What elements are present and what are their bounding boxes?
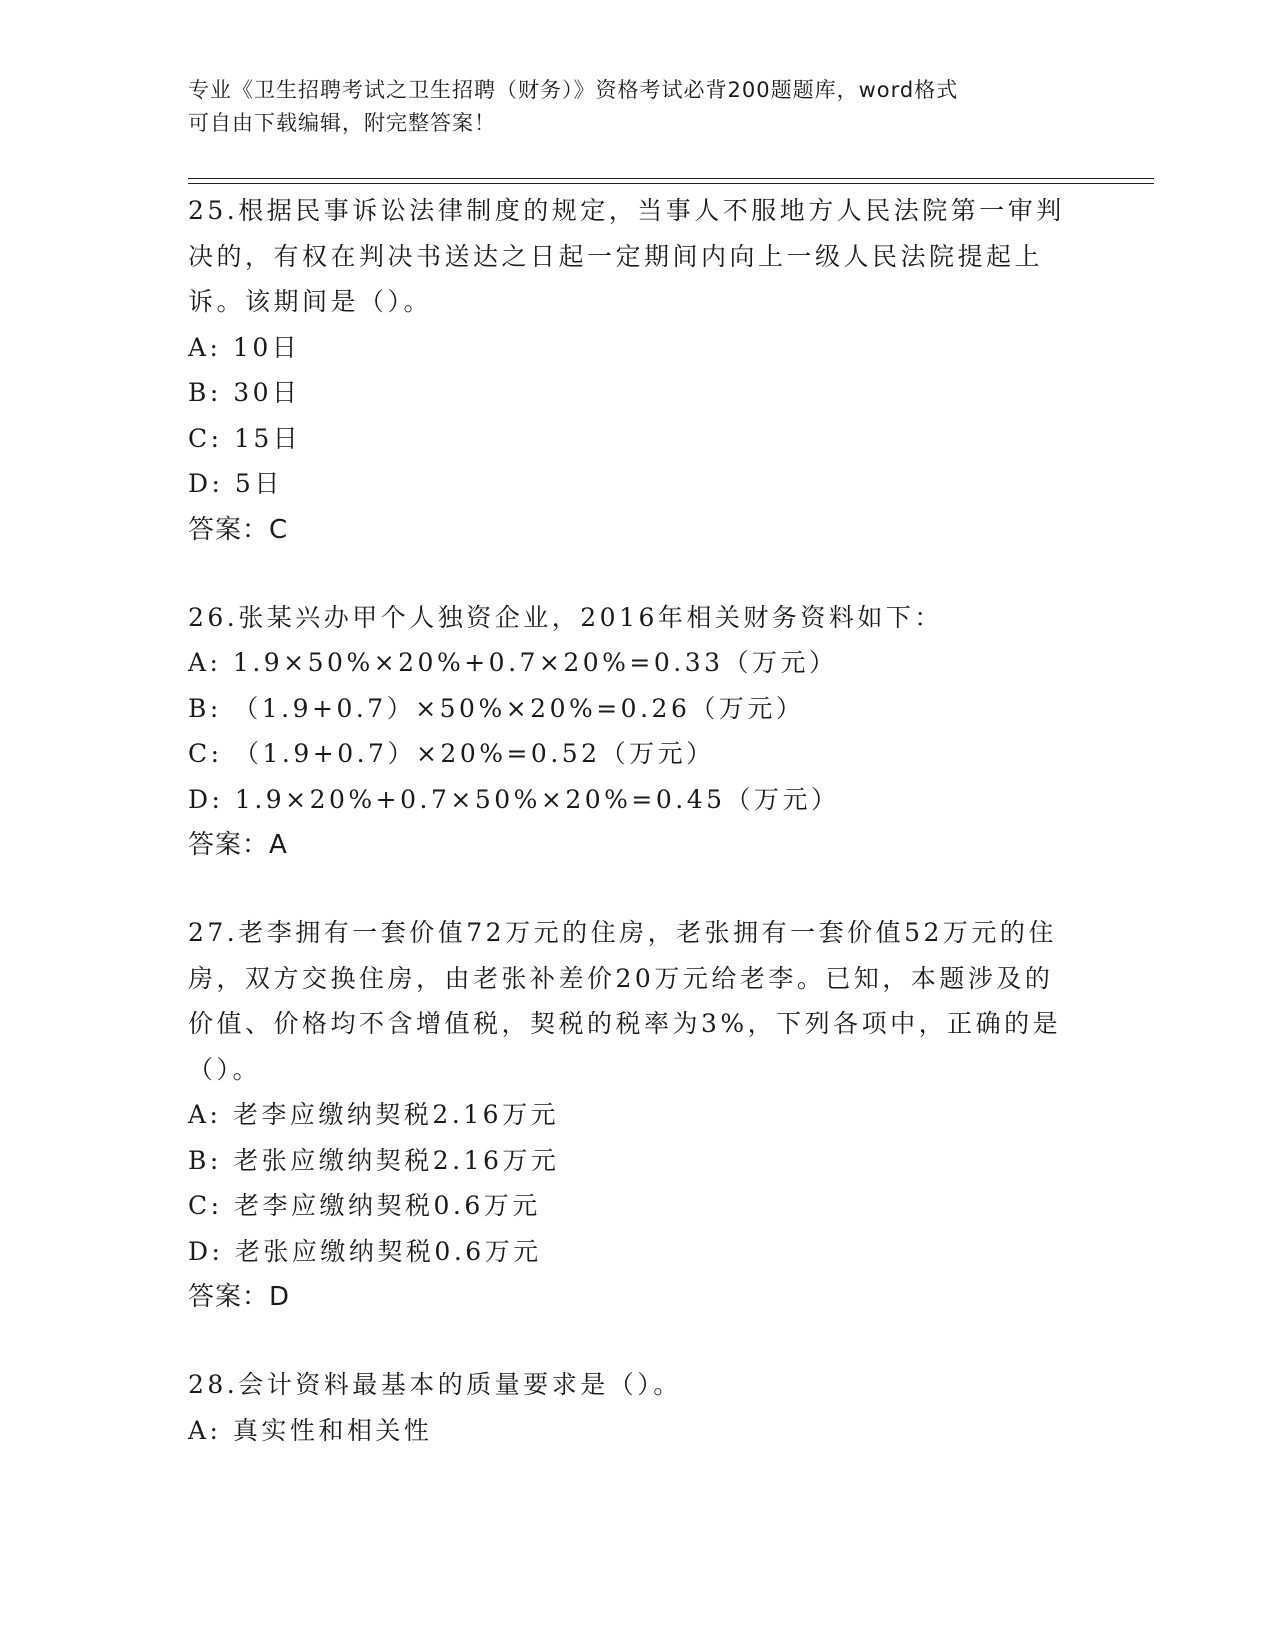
header-divider-bottom bbox=[188, 183, 1154, 184]
option-c: C: 15日 bbox=[188, 423, 302, 453]
option-d: D: 老张应缴纳契税0.6万元 bbox=[188, 1236, 542, 1266]
option-c: C: 老李应缴纳契税0.6万元 bbox=[188, 1191, 541, 1220]
option-a: A: 10日 bbox=[188, 332, 301, 362]
option-b: B: 30日 bbox=[188, 378, 301, 407]
question-28 bbox=[188, 1362, 1088, 1453]
option-b: B: 老张应缴纳契税2.16万元 bbox=[188, 1145, 560, 1175]
option-c: C: （1.9+0.7）×20%=0.52（万元） bbox=[188, 739, 715, 768]
option-d: D: 1.9×20%+0.7×50%×20%=0.45（万元） bbox=[188, 784, 840, 814]
question-text: 28.会计资料最基本的质量要求是（）。 bbox=[188, 1370, 682, 1399]
question-text: 26.张某兴办甲个人独资企业，2016年相关财务资料如下： bbox=[188, 602, 943, 632]
question-25 bbox=[188, 188, 1088, 553]
question-text: 房，双方交换住房，由老张补差价20万元给老李。已知，本题涉及的 bbox=[188, 963, 1054, 993]
question-text: 价值、价格均不含增值税，契税的税率为3%，下列各项中，正确的是 bbox=[188, 1009, 1062, 1038]
question-list bbox=[188, 188, 1088, 1495]
question-27 bbox=[188, 910, 1088, 1320]
header-divider-top bbox=[188, 178, 1154, 179]
option-d: D: 5日 bbox=[188, 469, 283, 498]
option-a: A: 真实性和相关性 bbox=[188, 1415, 433, 1445]
question-text: 25.根据民事诉讼法律制度的规定，当事人不服地方人民法院第一审判 bbox=[188, 196, 1065, 225]
answer-label: 答案：A bbox=[188, 830, 288, 860]
document-header bbox=[188, 74, 1068, 140]
header-line-1: 专业《卫生招聘考试之卫生招聘（财务）》资格考试必背200题题库，word格式 bbox=[188, 78, 959, 102]
question-text: 诉。该期间是（）。 bbox=[188, 287, 433, 316]
question-text: 决的，有权在判决书送达之日起一定期间内向上一级人民法院提起上 bbox=[188, 241, 1044, 271]
header-line-2: 可自由下载编辑，附完整答案！ bbox=[188, 111, 496, 135]
answer-label: 答案：C bbox=[188, 514, 289, 545]
question-26 bbox=[188, 595, 1088, 869]
option-a: A: 老李应缴纳契税2.16万元 bbox=[188, 1100, 560, 1129]
option-b: B: （1.9+0.7）×50%×20%=0.26（万元） bbox=[188, 693, 805, 723]
question-text: （）。 bbox=[188, 1054, 262, 1084]
option-a: A: 1.9×50%×20%+0.7×20%=0.33（万元） bbox=[188, 648, 838, 677]
question-text: 27.老李拥有一套价值72万元的住房，老张拥有一套价值52万元的住 bbox=[188, 918, 1057, 947]
answer-label: 答案：D bbox=[188, 1282, 291, 1312]
